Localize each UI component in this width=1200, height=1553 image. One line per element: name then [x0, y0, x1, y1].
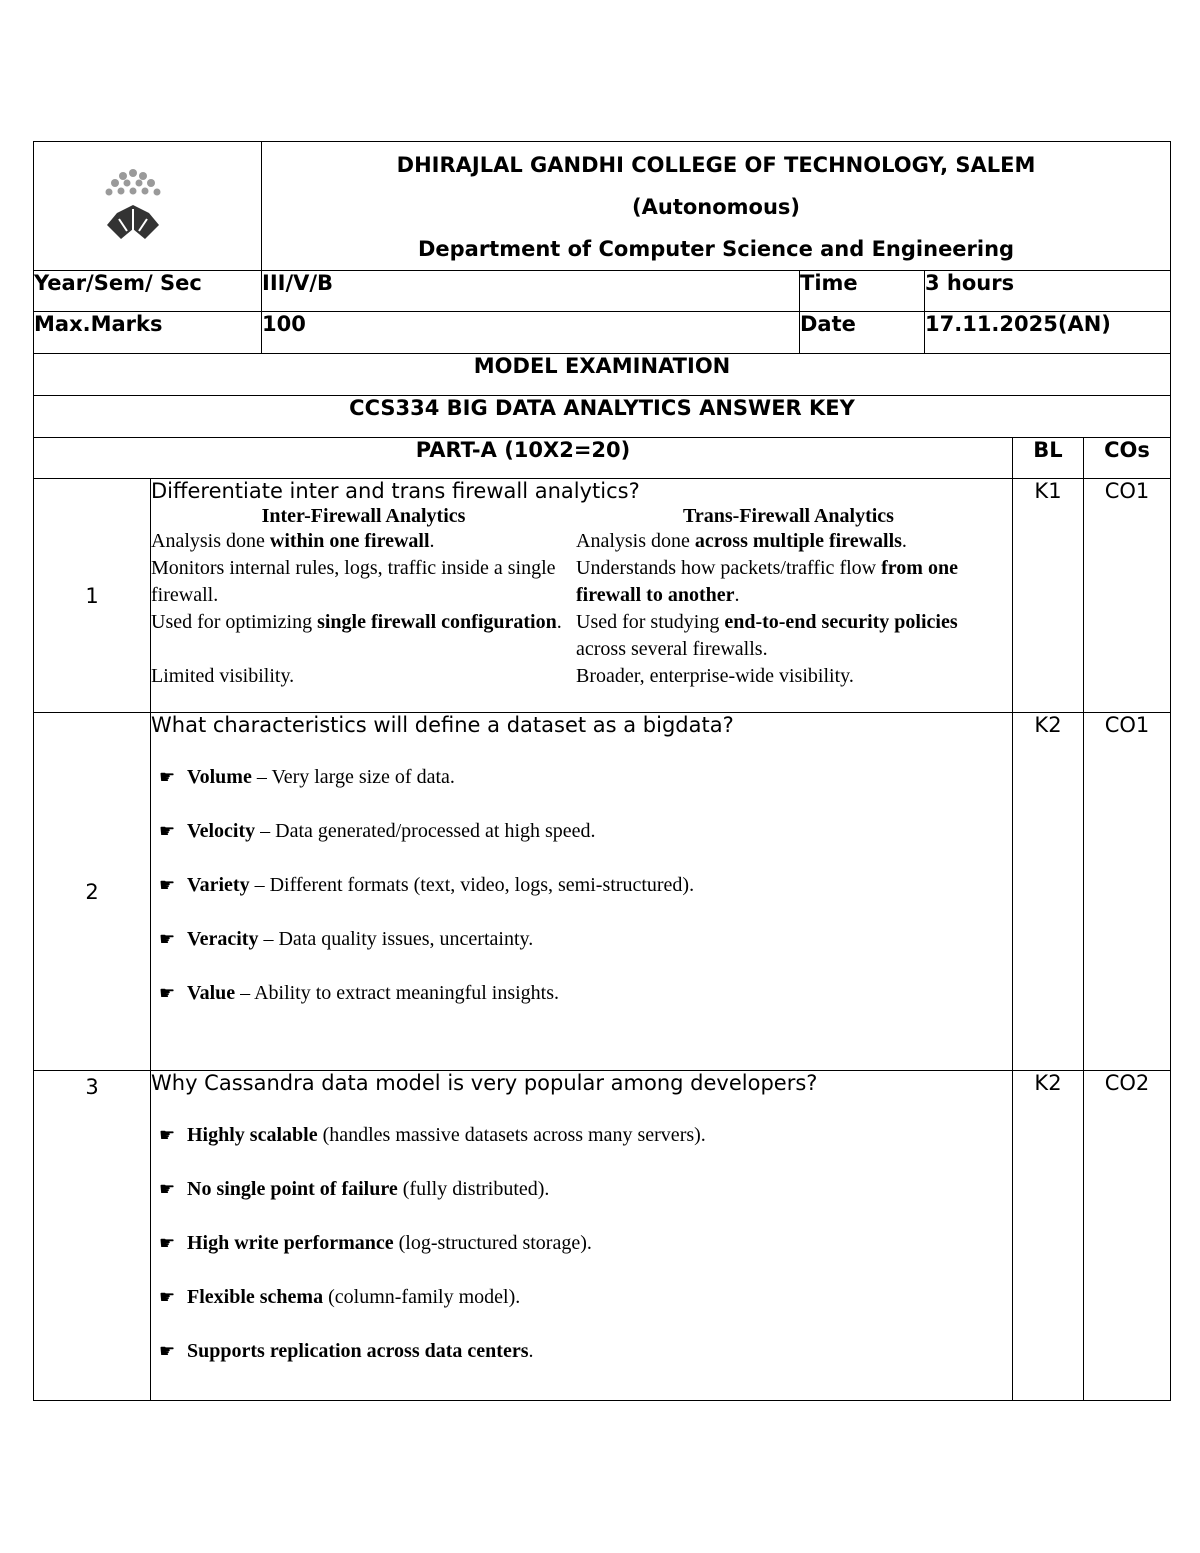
- question-text: What characteristics will define a dataset as a bigdata?: [151, 713, 734, 737]
- bl-header: BL: [1013, 438, 1084, 479]
- bloom-level: K2: [1013, 1071, 1084, 1401]
- pointing-hand-icon: ☛: [159, 1341, 176, 1361]
- date-value: 17.11.2025(AN): [925, 312, 1171, 354]
- pointing-hand-icon: ☛: [159, 983, 176, 1003]
- part-label: PART-A (10X2=20): [34, 438, 1013, 479]
- list-item: ☛ Volume – Very large size of data.: [159, 763, 1012, 791]
- list-item: ☛ High write performance (log-structured storage).: [159, 1229, 1012, 1257]
- question-number: 1: [34, 479, 151, 713]
- comparison-cell: Understands how packets/traffic flow from one firewall to another.: [576, 557, 958, 606]
- comparison-cell: Used for optimizing single firewall configuration.: [151, 611, 562, 633]
- reasons-list: [151, 1121, 1012, 1365]
- comparison-header-left: Inter-Firewall Analytics: [261, 505, 466, 527]
- question-row-1: [34, 479, 1171, 713]
- question-row-3: [34, 1071, 1171, 1401]
- list-item: ☛ Veracity – Data quality issues, uncertainty.: [159, 925, 1012, 953]
- logo-cell: [34, 142, 262, 271]
- pointing-hand-icon: ☛: [159, 875, 176, 895]
- pointing-hand-icon: ☛: [159, 1125, 176, 1145]
- question-text: Differentiate inter and trans firewall analytics?: [151, 479, 640, 503]
- pointing-hand-icon: ☛: [159, 929, 176, 949]
- bloom-level: K2: [1013, 713, 1084, 1071]
- year-label: Year/Sem/ Sec: [34, 271, 262, 312]
- list-item: ☛ Supports replication across data centers.: [159, 1337, 1012, 1365]
- course-outcome: CO2: [1084, 1071, 1171, 1401]
- pointing-hand-icon: ☛: [159, 821, 176, 841]
- characteristics-list: [151, 763, 1012, 1007]
- question-body: [151, 713, 1013, 1071]
- marks-label: Max.Marks: [34, 312, 262, 354]
- exam-table: [33, 141, 1171, 1401]
- date-label: Date: [800, 312, 925, 354]
- exam-title: MODEL EXAMINATION: [34, 354, 1171, 396]
- comparison-cell: Limited visibility.: [151, 665, 295, 687]
- list-item: ☛ Velocity – Data generated/processed at high speed.: [159, 817, 1012, 845]
- comparison-cell: Monitors internal rules, logs, traffic inside a single firewall.: [151, 557, 556, 606]
- time-value: 3 hours: [925, 271, 1171, 312]
- question-number: 2: [34, 713, 151, 1071]
- year-value: III/V/B: [262, 271, 800, 312]
- course-title: CCS334 BIG DATA ANALYTICS ANSWER KEY: [34, 396, 1171, 438]
- answer-key-document: [33, 141, 1170, 1401]
- question-text: Why Cassandra data model is very popular among developers?: [151, 1071, 818, 1095]
- list-item: ☛ Value – Ability to extract meaningful insights.: [159, 979, 1012, 1007]
- course-outcome: CO1: [1084, 479, 1171, 713]
- list-item: ☛ Highly scalable (handles massive datasets across many servers).: [159, 1121, 1012, 1149]
- comparison-cell: Broader, enterprise-wide visibility.: [576, 665, 854, 687]
- list-item: ☛ No single point of failure (fully distributed).: [159, 1175, 1012, 1203]
- co-header: COs: [1084, 438, 1171, 479]
- comparison-cell: Analysis done within one firewall.: [151, 530, 435, 552]
- college-header: [262, 142, 1171, 271]
- question-body: [151, 1071, 1013, 1401]
- bloom-level: K1: [1013, 479, 1084, 713]
- pointing-hand-icon: ☛: [159, 1233, 176, 1253]
- autonomous-status: (Autonomous): [632, 195, 801, 219]
- course-outcome: CO1: [1084, 713, 1171, 1071]
- college-name: DHIRAJLAL GANDHI COLLEGE OF TECHNOLOGY, SALEM: [396, 153, 1036, 177]
- comparison-table: [151, 505, 1001, 690]
- pointing-hand-icon: ☛: [159, 1287, 176, 1307]
- comparison-cell: Used for studying end-to-end security policies across several firewalls.: [576, 611, 958, 660]
- pointing-hand-icon: ☛: [159, 1179, 176, 1199]
- list-item: ☛ Variety – Different formats (text, video, logs, semi-structured).: [159, 871, 1012, 899]
- comparison-cell: Analysis done across multiple firewalls.: [576, 530, 907, 552]
- list-item: ☛ Flexible schema (column-family model).: [159, 1283, 1012, 1311]
- pointing-hand-icon: ☛: [159, 767, 176, 787]
- comparison-header-right: Trans-Firewall Analytics: [683, 505, 894, 527]
- question-number: 3: [34, 1071, 151, 1401]
- department-name: Department of Computer Science and Engineering: [417, 237, 1015, 261]
- time-label: Time: [800, 271, 925, 312]
- marks-value: 100: [262, 312, 800, 354]
- question-body: [151, 479, 1013, 713]
- college-logo-icon: [97, 165, 169, 243]
- question-row-2: [34, 713, 1171, 1071]
